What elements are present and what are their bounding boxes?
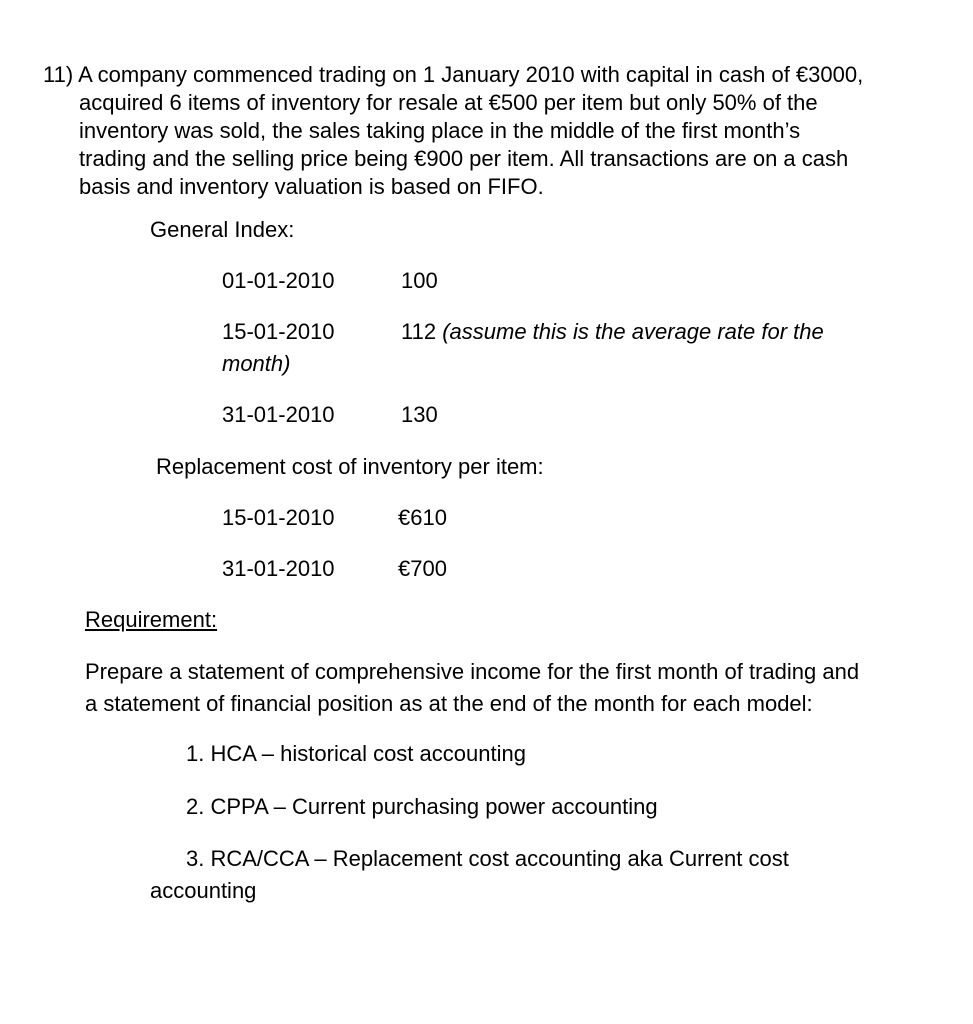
question-line: trading and the selling price being €900 per item. All transactions are on a cash [79,146,849,171]
requirement-heading: Requirement: [85,607,218,632]
general-index-value: 112 [401,319,437,344]
general-index-label: General Index: [150,217,295,242]
replacement-cost-label: Replacement cost of inventory per item: [156,454,544,479]
general-index-value-row [401,318,824,346]
replacement-cost-value: €700 [398,556,447,581]
question-line: inventory was sold, the sales taking place in the middle of the first month’s [79,118,801,143]
question-line: 11) A company commenced trading on 1 January 2010 with capital in cash of €3000, [43,62,864,87]
general-index-date: 01-01-2010 [222,268,335,293]
model-item-hca: 1. HCA – historical cost accounting [186,741,526,766]
general-index-date: 31-01-2010 [222,402,335,427]
question-line: acquired 6 items of inventory for resale at €500 per item but only 50% of the [79,90,818,115]
question-line: basis and inventory valuation is based on FIFO. [79,174,544,199]
general-index-value: 100 [401,268,438,293]
general-index-note: (assume this is the average rate for the [442,319,824,344]
general-index-note-cont: month) [222,351,291,376]
model-item-rca-cont: accounting [150,878,257,903]
model-item-cppa: 2. CPPA – Current purchasing power accounting [186,794,658,819]
replacement-cost-date: 15-01-2010 [222,505,335,530]
requirement-line: Prepare a statement of comprehensive income for the first month of trading and [85,659,860,684]
general-index-value: 130 [401,402,438,427]
general-index-date: 15-01-2010 [222,319,335,344]
requirement-line: a statement of financial position as at the end of the month for each model: [85,691,813,716]
requirement-text [85,658,955,718]
model-item-rca: 3. RCA/CCA – Replacement cost accounting aka Current cost [186,846,789,871]
replacement-cost-date: 31-01-2010 [222,556,335,581]
question-text [43,61,953,201]
replacement-cost-value: €610 [398,505,447,530]
